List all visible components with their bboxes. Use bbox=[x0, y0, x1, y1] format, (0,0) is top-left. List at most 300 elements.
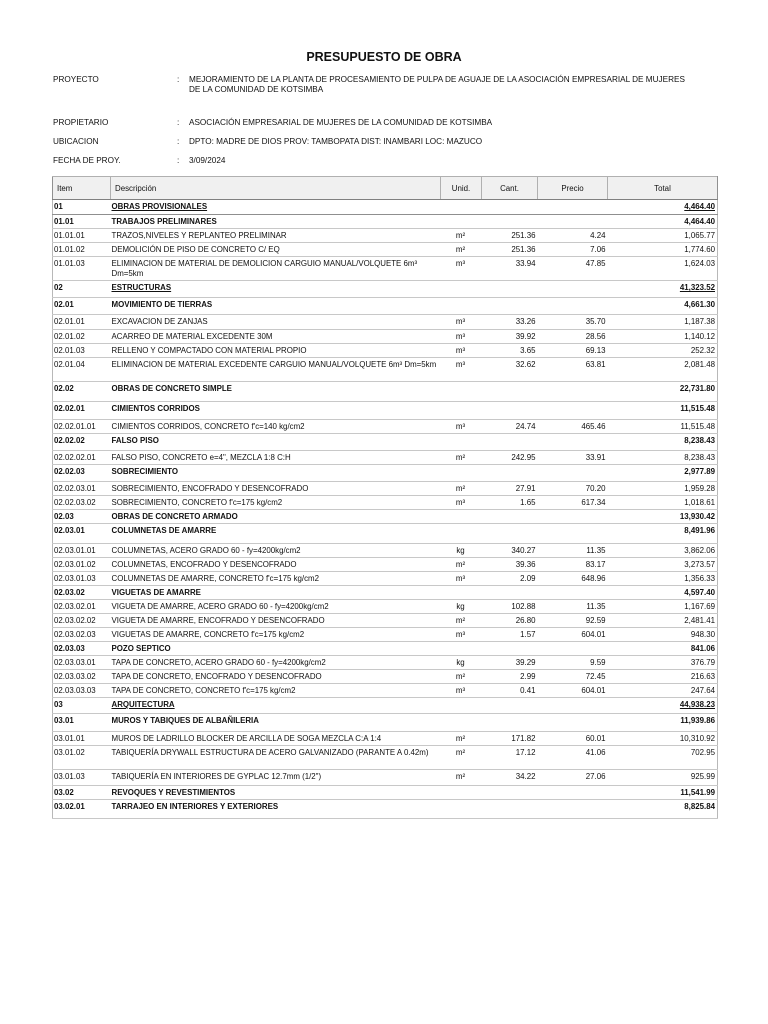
row-unit bbox=[441, 496, 482, 510]
row-item-code-text: 01.01.02 bbox=[54, 245, 85, 254]
table-group-row bbox=[53, 465, 718, 482]
row-price bbox=[538, 243, 608, 257]
row-quantity bbox=[482, 558, 538, 572]
row-item-code bbox=[53, 642, 111, 656]
row-quantity bbox=[482, 298, 538, 315]
row-total-text: 2,481.41 bbox=[684, 616, 715, 625]
row-price-text: 604.01 bbox=[581, 686, 606, 695]
row-price-text: 41.06 bbox=[585, 748, 606, 757]
document-title: PRESUPUESTO DE OBRA bbox=[306, 50, 462, 64]
row-unit bbox=[441, 628, 482, 642]
table-group-row bbox=[53, 786, 718, 800]
row-unit bbox=[441, 524, 482, 544]
row-unit bbox=[441, 746, 482, 770]
row-price bbox=[538, 732, 608, 746]
row-description-text: POZO SEPTICO bbox=[111, 644, 171, 653]
row-description-text: COLUMNETAS DE AMARRE bbox=[111, 526, 217, 535]
row-price bbox=[538, 614, 608, 628]
row-description bbox=[111, 732, 441, 746]
row-total-text: 8,491.96 bbox=[684, 526, 715, 535]
row-price bbox=[538, 344, 608, 358]
row-price-text: 60.01 bbox=[585, 734, 606, 743]
row-description bbox=[111, 800, 441, 819]
row-item-code bbox=[53, 656, 111, 670]
row-quantity bbox=[482, 544, 538, 558]
row-quantity-text: 3.65 bbox=[520, 346, 536, 355]
row-quantity-text: 1.65 bbox=[520, 498, 536, 507]
table-group-row bbox=[53, 215, 718, 229]
row-description bbox=[111, 344, 441, 358]
table-group-row bbox=[53, 800, 718, 819]
row-total-text: 925.99 bbox=[690, 772, 715, 781]
table-row bbox=[53, 684, 718, 698]
row-quantity bbox=[482, 786, 538, 800]
row-description bbox=[111, 572, 441, 586]
row-total bbox=[608, 496, 718, 510]
row-item-code-text: 02.02.01 bbox=[54, 404, 85, 413]
header-label: PROPIETARIO bbox=[53, 118, 109, 127]
row-total-text: 247.64 bbox=[690, 686, 715, 695]
row-total-text: 376.79 bbox=[690, 658, 715, 667]
table-group-row bbox=[53, 714, 718, 732]
header-value: DPTO: MADRE DE DIOS PROV: TAMBOPATA DIST: INAMBARI LOC: MAZUCO bbox=[189, 137, 483, 146]
header-fecha bbox=[53, 156, 715, 168]
row-item-code-text: 02.02.03.01 bbox=[54, 484, 96, 493]
row-price bbox=[538, 434, 608, 451]
row-quantity bbox=[482, 434, 538, 451]
row-description bbox=[111, 544, 441, 558]
row-item-code bbox=[53, 330, 111, 344]
row-item-code bbox=[53, 298, 111, 315]
row-total-text: 1,624.03 bbox=[684, 259, 715, 268]
row-item-code bbox=[53, 614, 111, 628]
row-quantity-text: 39.92 bbox=[515, 332, 536, 341]
row-description-text: COLUMNETAS, ENCOFRADO Y DESENCOFRADO bbox=[111, 560, 297, 569]
row-unit bbox=[441, 344, 482, 358]
header-label: UBICACION bbox=[53, 137, 99, 146]
row-price bbox=[538, 684, 608, 698]
row-description-text: TABIQUERÍA DRYWALL ESTRUCTURA DE ACERO GALVANIZADO (PARANTE A 0.42m) bbox=[111, 748, 429, 757]
row-price bbox=[538, 642, 608, 656]
row-total bbox=[608, 315, 718, 330]
row-total-text: 841.06 bbox=[690, 644, 715, 653]
table-row bbox=[53, 656, 718, 670]
row-item-code bbox=[53, 510, 111, 524]
row-item-code bbox=[53, 315, 111, 330]
row-total-text: 948.30 bbox=[690, 630, 715, 639]
row-item-code bbox=[53, 402, 111, 420]
row-description bbox=[111, 586, 441, 600]
row-unit bbox=[441, 572, 482, 586]
row-description bbox=[111, 684, 441, 698]
column-header-description: Descripción bbox=[111, 177, 441, 200]
row-description-text: TARRAJEO EN INTERIORES Y EXTERIORES bbox=[111, 802, 279, 811]
row-quantity bbox=[482, 800, 538, 819]
row-unit bbox=[441, 684, 482, 698]
row-total bbox=[608, 434, 718, 451]
row-unit bbox=[441, 420, 482, 434]
row-description-text: FALSO PISO bbox=[111, 436, 159, 445]
row-description-text: MUROS Y TABIQUES DE ALBAÑILERIA bbox=[111, 716, 259, 725]
row-price bbox=[538, 482, 608, 496]
row-description-text: ELIMINACION DE MATERIAL DE DEMOLICION CARGUIO MANUAL/VOLQUETE 6m³ Dm=5km bbox=[111, 259, 418, 278]
row-quantity-text: 102.88 bbox=[511, 602, 536, 611]
row-item-code-text: 03.02.01 bbox=[54, 802, 85, 811]
table-header-row bbox=[53, 177, 718, 200]
row-total-text: 1,140.12 bbox=[684, 332, 715, 341]
row-description bbox=[111, 600, 441, 614]
header-propietario bbox=[53, 118, 715, 130]
row-description-text: VIGUETAS DE AMARRE, CONCRETO f'c=175 kg/cm2 bbox=[111, 630, 305, 639]
row-unit bbox=[441, 451, 482, 465]
row-item-code bbox=[53, 698, 111, 714]
row-description-text: COLUMNETAS DE AMARRE, CONCRETO f'c=175 kg/cm2 bbox=[111, 574, 320, 583]
row-quantity bbox=[482, 732, 538, 746]
row-price-text: 9.59 bbox=[590, 658, 606, 667]
row-description-text: DEMOLICIÓN DE PISO DE CONCRETO C/ EQ bbox=[111, 245, 280, 254]
row-description bbox=[111, 558, 441, 572]
row-description-text: VIGUETA DE AMARRE, ACERO GRADO 60 - fy=4200kg/cm2 bbox=[111, 602, 329, 611]
row-quantity bbox=[482, 642, 538, 656]
row-description-text: SOBRECIMIENTO bbox=[111, 467, 178, 476]
row-total bbox=[608, 732, 718, 746]
column-header-total: Total bbox=[608, 177, 718, 200]
row-item-code-text: 02.01.04 bbox=[54, 360, 85, 369]
row-unit bbox=[441, 482, 482, 496]
row-description bbox=[111, 358, 441, 382]
row-item-code bbox=[53, 786, 111, 800]
row-price bbox=[538, 402, 608, 420]
row-item-code bbox=[53, 524, 111, 544]
row-total bbox=[608, 382, 718, 402]
row-total bbox=[608, 746, 718, 770]
row-item-code-text: 02.03.03 bbox=[54, 644, 85, 653]
row-quantity bbox=[482, 330, 538, 344]
row-total bbox=[608, 714, 718, 732]
row-price bbox=[538, 746, 608, 770]
header-colon: : bbox=[177, 118, 180, 127]
table-row bbox=[53, 600, 718, 614]
row-unit-text: m² bbox=[455, 560, 466, 569]
row-item-code bbox=[53, 482, 111, 496]
row-price bbox=[538, 382, 608, 402]
row-price bbox=[538, 698, 608, 714]
row-unit bbox=[441, 642, 482, 656]
row-unit bbox=[441, 544, 482, 558]
row-quantity bbox=[482, 482, 538, 496]
row-item-code bbox=[53, 628, 111, 642]
row-price-text: 35.70 bbox=[585, 317, 606, 326]
row-price-text: 33.91 bbox=[585, 453, 606, 462]
row-quantity-text: 242.95 bbox=[511, 453, 536, 462]
row-unit-text: m³ bbox=[455, 498, 466, 507]
row-quantity-text: 2.99 bbox=[520, 672, 536, 681]
header-value: MEJORAMIENTO DE LA PLANTA DE PROCESAMIENTO DE PULPA DE AGUAJE DE LA ASOCIACIÓN EMPRESARIAL DE MUJERES DE LA COMUNIDAD DE KOTSIMBA bbox=[189, 75, 685, 94]
row-description-text: ESTRUCTURAS bbox=[111, 283, 172, 292]
row-total bbox=[608, 642, 718, 656]
row-price-text: 92.59 bbox=[585, 616, 606, 625]
row-unit-text: kg bbox=[456, 658, 465, 667]
row-unit bbox=[441, 656, 482, 670]
row-description-text: REVOQUES Y REVESTIMIENTOS bbox=[111, 788, 236, 797]
row-total bbox=[608, 482, 718, 496]
row-description-text: ACARREO DE MATERIAL EXCEDENTE 30M bbox=[111, 332, 273, 341]
row-quantity-text: 33.94 bbox=[515, 259, 536, 268]
row-item-code bbox=[53, 215, 111, 229]
row-description bbox=[111, 510, 441, 524]
row-description-text: CIMIENTOS CORRIDOS bbox=[111, 404, 200, 413]
row-unit bbox=[441, 243, 482, 257]
table-group-row bbox=[53, 510, 718, 524]
row-item-code bbox=[53, 281, 111, 298]
table-row bbox=[53, 544, 718, 558]
row-description-text: TRAZOS,NIVELES Y REPLANTEO PRELIMINAR bbox=[111, 231, 287, 240]
row-description bbox=[111, 243, 441, 257]
row-unit-text: m² bbox=[455, 245, 466, 254]
row-price bbox=[538, 330, 608, 344]
table-row bbox=[53, 770, 718, 786]
table-group-row bbox=[53, 524, 718, 544]
row-total-text: 22,731.80 bbox=[679, 384, 715, 393]
row-description bbox=[111, 229, 441, 243]
table-row bbox=[53, 358, 718, 382]
column-header-quantity: Cant. bbox=[482, 177, 538, 200]
row-description bbox=[111, 482, 441, 496]
row-unit-text: m³ bbox=[455, 259, 466, 268]
row-total-text: 13,930.42 bbox=[679, 512, 715, 521]
row-total-text: 8,238.43 bbox=[684, 436, 715, 445]
header-proyecto bbox=[53, 75, 715, 97]
table-row bbox=[53, 482, 718, 496]
row-item-code bbox=[53, 257, 111, 281]
row-quantity bbox=[482, 510, 538, 524]
row-total-text: 3,273.57 bbox=[684, 560, 715, 569]
row-price-text: 617.34 bbox=[581, 498, 606, 507]
row-price bbox=[538, 257, 608, 281]
row-price bbox=[538, 670, 608, 684]
row-description bbox=[111, 215, 441, 229]
row-item-code-text: 02.03 bbox=[54, 512, 74, 521]
row-price-text: 70.20 bbox=[585, 484, 606, 493]
row-total bbox=[608, 215, 718, 229]
row-price bbox=[538, 298, 608, 315]
row-item-code-text: 03.01 bbox=[54, 716, 74, 725]
row-total-text: 1,774.60 bbox=[684, 245, 715, 254]
row-item-code-text: 02.03.03.03 bbox=[54, 686, 96, 695]
table-group-row bbox=[53, 434, 718, 451]
header-colon: : bbox=[177, 75, 180, 84]
row-item-code bbox=[53, 358, 111, 382]
row-item-code bbox=[53, 200, 111, 215]
row-price bbox=[538, 586, 608, 600]
row-description bbox=[111, 524, 441, 544]
row-total-text: 10,310.92 bbox=[679, 734, 715, 743]
row-total bbox=[608, 572, 718, 586]
row-item-code-text: 03.02 bbox=[54, 788, 74, 797]
row-total bbox=[608, 257, 718, 281]
row-description-text: COLUMNETAS, ACERO GRADO 60 - fy=4200kg/cm2 bbox=[111, 546, 301, 555]
row-unit bbox=[441, 330, 482, 344]
row-total-text: 1,065.77 bbox=[684, 231, 715, 240]
row-total-text: 1,167.69 bbox=[684, 602, 715, 611]
column-header-unit: Unid. bbox=[441, 177, 482, 200]
table-row bbox=[53, 628, 718, 642]
row-total bbox=[608, 698, 718, 714]
row-item-code-text: 02.03.02 bbox=[54, 588, 85, 597]
row-description bbox=[111, 315, 441, 330]
row-item-code bbox=[53, 558, 111, 572]
row-description-text: EXCAVACION DE ZANJAS bbox=[111, 317, 208, 326]
column-header-price: Precio bbox=[538, 177, 608, 200]
row-description bbox=[111, 451, 441, 465]
row-item-code-text: 02.03.02.01 bbox=[54, 602, 96, 611]
row-quantity bbox=[482, 358, 538, 382]
row-unit bbox=[441, 215, 482, 229]
row-unit-text: m³ bbox=[455, 422, 466, 431]
row-total-text: 1,187.38 bbox=[684, 317, 715, 326]
row-item-code-text: 02.02.03.02 bbox=[54, 498, 96, 507]
row-price bbox=[538, 420, 608, 434]
row-total-text: 11,515.48 bbox=[680, 422, 715, 431]
row-unit bbox=[441, 800, 482, 819]
row-quantity bbox=[482, 257, 538, 281]
row-item-code bbox=[53, 465, 111, 482]
row-total bbox=[608, 420, 718, 434]
row-description bbox=[111, 698, 441, 714]
row-unit-text: m³ bbox=[455, 360, 466, 369]
row-quantity-text: 1.57 bbox=[520, 630, 536, 639]
row-total-text: 2,081.48 bbox=[684, 360, 715, 369]
column-header-item: Item bbox=[53, 177, 111, 200]
row-unit bbox=[441, 281, 482, 298]
row-quantity bbox=[482, 315, 538, 330]
row-unit-text: m³ bbox=[455, 574, 466, 583]
row-quantity-text: 251.36 bbox=[511, 245, 536, 254]
header-value: ASOCIACIÓN EMPRESARIAL DE MUJERES DE LA COMUNIDAD DE KOTSIMBA bbox=[189, 118, 493, 127]
row-price bbox=[538, 600, 608, 614]
row-total-text: 8,238.43 bbox=[684, 453, 715, 462]
row-quantity-text: 340.27 bbox=[511, 546, 536, 555]
row-item-code bbox=[53, 451, 111, 465]
row-unit bbox=[441, 358, 482, 382]
row-unit-text: kg bbox=[456, 546, 465, 555]
table-row bbox=[53, 572, 718, 586]
row-description-text: TRABAJOS PRELIMINARES bbox=[111, 217, 217, 226]
row-price-text: 465.46 bbox=[581, 422, 606, 431]
row-quantity bbox=[482, 614, 538, 628]
row-description-text: TAPA DE CONCRETO, CONCRETO f'c=175 kg/cm2 bbox=[111, 686, 296, 695]
row-price-text: 11.35 bbox=[586, 546, 606, 555]
row-quantity bbox=[482, 600, 538, 614]
row-item-code-text: 01 bbox=[54, 202, 63, 211]
row-total-text: 4,464.40 bbox=[684, 202, 715, 211]
row-description bbox=[111, 420, 441, 434]
row-total bbox=[608, 465, 718, 482]
row-unit-text: m² bbox=[455, 231, 466, 240]
row-price bbox=[538, 628, 608, 642]
table-group-row bbox=[53, 642, 718, 656]
row-item-code-text: 02.03.02.02 bbox=[54, 616, 96, 625]
row-description bbox=[111, 402, 441, 420]
row-description-text: CIMIENTOS CORRIDOS, CONCRETO f'c=140 kg/cm2 bbox=[111, 422, 305, 431]
row-price bbox=[538, 770, 608, 786]
row-price-text: 63.81 bbox=[585, 360, 606, 369]
row-quantity-text: 33.26 bbox=[515, 317, 536, 326]
row-quantity bbox=[482, 496, 538, 510]
header-value: 3/09/2024 bbox=[189, 156, 226, 165]
row-quantity bbox=[482, 670, 538, 684]
row-total bbox=[608, 298, 718, 315]
row-unit bbox=[441, 770, 482, 786]
row-unit-text: m² bbox=[455, 748, 466, 757]
row-quantity-text: 39.29 bbox=[515, 658, 536, 667]
row-description bbox=[111, 330, 441, 344]
row-unit-text: m³ bbox=[455, 630, 466, 639]
row-quantity bbox=[482, 746, 538, 770]
row-description-text: TABIQUERÍA EN INTERIORES DE GYPLAC 12.7mm (1/2") bbox=[111, 772, 322, 781]
row-description bbox=[111, 642, 441, 656]
table-row bbox=[53, 330, 718, 344]
table-row bbox=[53, 243, 718, 257]
row-item-code-text: 02.03.01.01 bbox=[54, 546, 96, 555]
row-description-text: RELLENO Y COMPACTADO CON MATERIAL PROPIO bbox=[111, 346, 307, 355]
table-row bbox=[53, 229, 718, 243]
row-item-code-text: 02.01.01 bbox=[54, 317, 85, 326]
row-price bbox=[538, 496, 608, 510]
table-row bbox=[53, 451, 718, 465]
row-description bbox=[111, 281, 441, 298]
row-total bbox=[608, 786, 718, 800]
row-price bbox=[538, 358, 608, 382]
row-total-text: 252.32 bbox=[690, 346, 715, 355]
row-total bbox=[608, 510, 718, 524]
row-item-code-text: 03.01.01 bbox=[54, 734, 85, 743]
row-description bbox=[111, 434, 441, 451]
row-unit-text: m² bbox=[455, 672, 466, 681]
row-price bbox=[538, 281, 608, 298]
row-unit bbox=[441, 402, 482, 420]
row-item-code-text: 02.02.02.01 bbox=[54, 453, 96, 462]
table-row bbox=[53, 558, 718, 572]
row-unit bbox=[441, 257, 482, 281]
table-group-row bbox=[53, 298, 718, 315]
row-item-code bbox=[53, 800, 111, 819]
row-total bbox=[608, 770, 718, 786]
row-unit bbox=[441, 670, 482, 684]
row-total bbox=[608, 628, 718, 642]
row-unit-text: m² bbox=[455, 772, 466, 781]
table-group-row bbox=[53, 586, 718, 600]
table-group-row bbox=[53, 382, 718, 402]
row-total-text: 3,862.06 bbox=[684, 546, 715, 555]
row-quantity bbox=[482, 420, 538, 434]
row-total bbox=[608, 614, 718, 628]
row-item-code-text: 02.01.02 bbox=[54, 332, 85, 341]
row-description bbox=[111, 382, 441, 402]
row-item-code bbox=[53, 243, 111, 257]
row-total bbox=[608, 544, 718, 558]
row-price-text: 69.13 bbox=[585, 346, 606, 355]
row-item-code-text: 01.01.03 bbox=[54, 259, 85, 268]
row-quantity bbox=[482, 684, 538, 698]
table-group-row bbox=[53, 281, 718, 298]
row-item-code-text: 03.01.03 bbox=[54, 772, 85, 781]
row-description-text: ELIMINACION DE MATERIAL EXCEDENTE CARGUIO MANUAL/VOLQUETE 6m³ Dm=5km bbox=[111, 360, 437, 369]
table-group-row bbox=[53, 698, 718, 714]
row-total-text: 4,661.30 bbox=[684, 300, 715, 309]
table-row bbox=[53, 670, 718, 684]
row-quantity bbox=[482, 382, 538, 402]
